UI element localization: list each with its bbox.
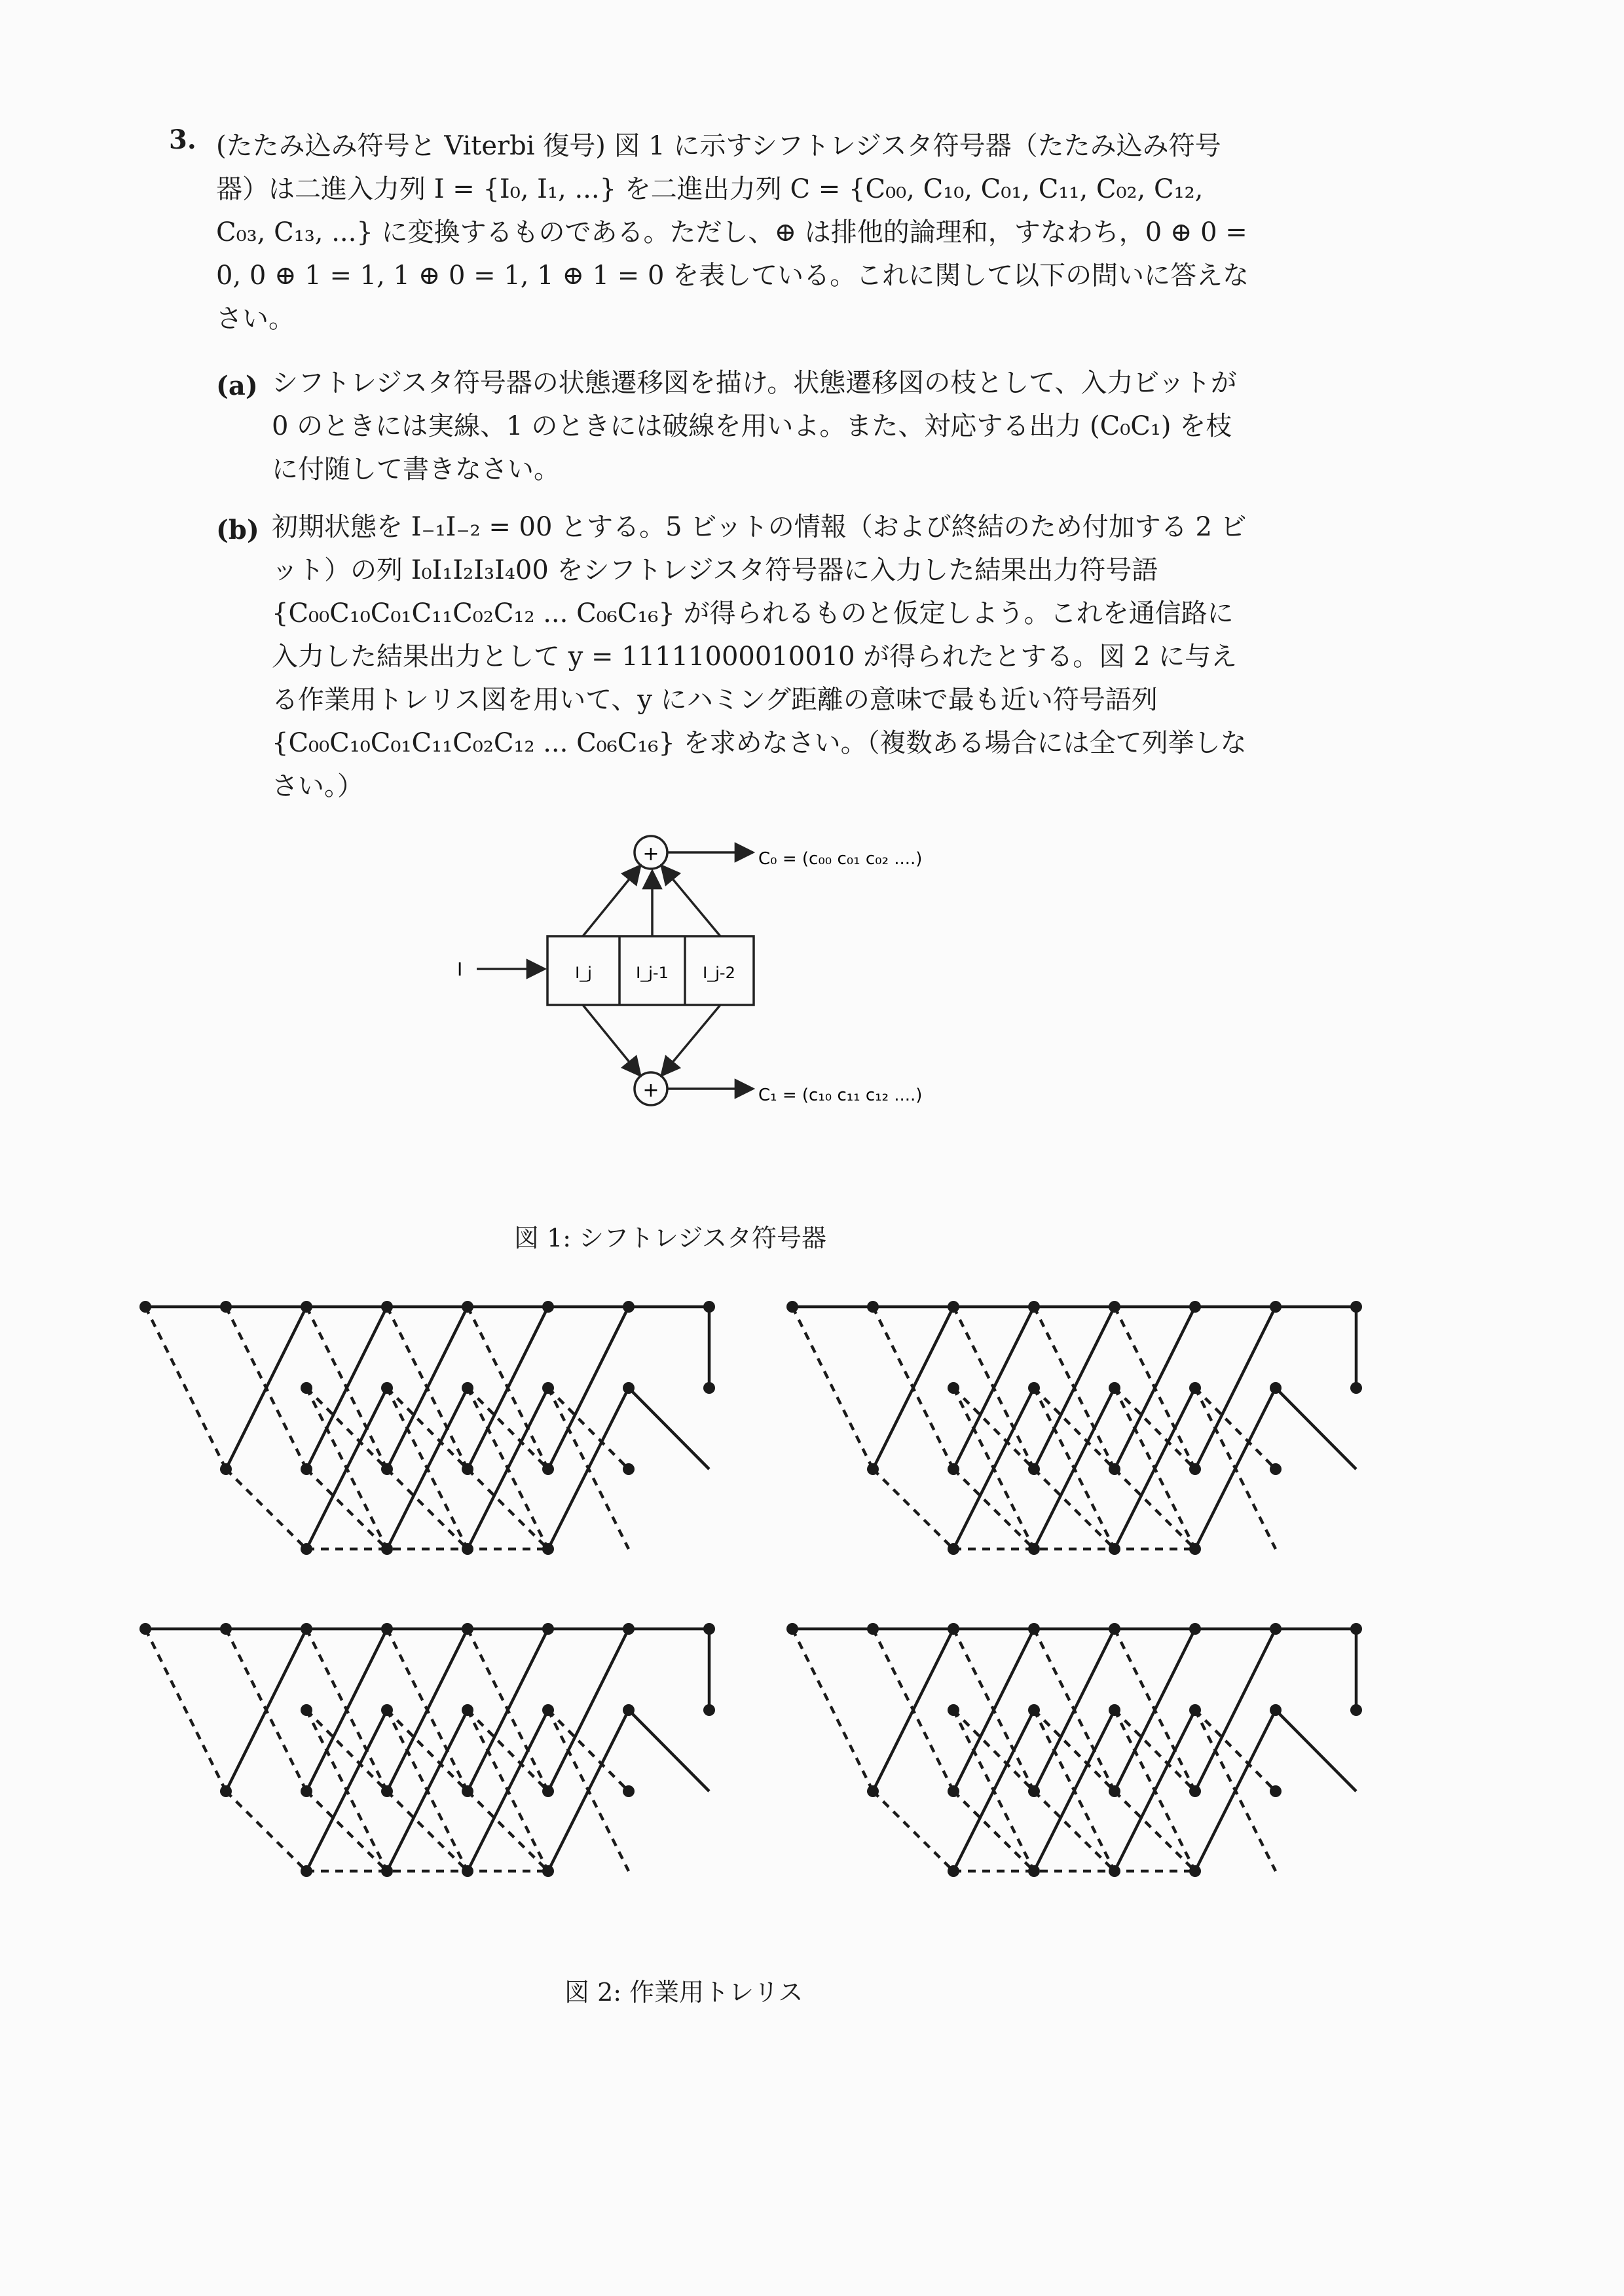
trellis-node <box>1028 1543 1040 1555</box>
trellis-branch-solid <box>1034 1307 1115 1469</box>
trellis-branch-dashed <box>387 1388 468 1469</box>
trellis-node <box>542 1463 554 1475</box>
trellis-branch-solid <box>873 1307 953 1469</box>
trellis-branch-solid <box>226 1307 306 1469</box>
trellis-branch-solid <box>953 1629 1034 1791</box>
trellis-node <box>1028 1785 1040 1797</box>
trellis-branch-dashed <box>792 1629 873 1791</box>
trellis-branch-dashed <box>306 1388 387 1469</box>
trellis-node <box>1350 1301 1362 1313</box>
trellis-branch-dashed <box>548 1710 629 1791</box>
trellis-node <box>381 1704 393 1716</box>
trellis-node <box>867 1463 879 1475</box>
trellis-branch-dashed <box>548 1388 629 1469</box>
trellis-node <box>623 1382 635 1394</box>
trellis-node <box>1189 1704 1201 1716</box>
trellis-node <box>301 1623 312 1635</box>
trellis-branch-solid <box>1115 1629 1195 1791</box>
trellis-node <box>301 1543 312 1555</box>
trellis-branch-solid <box>1195 1388 1276 1549</box>
trellis-branch-dashed <box>1115 1388 1195 1469</box>
trellis-branch-dashed <box>145 1629 226 1791</box>
trellis-node <box>623 1623 635 1635</box>
trellis-node <box>867 1785 879 1797</box>
trellis-node <box>542 1382 554 1394</box>
trellis-branch-dashed <box>953 1469 1034 1549</box>
trellis-node <box>381 1463 393 1475</box>
trellis-node <box>1109 1543 1120 1555</box>
trellis-branch-solid <box>1195 1629 1276 1791</box>
trellis-branch-dashed <box>953 1710 1034 1791</box>
trellis-node <box>786 1623 798 1635</box>
trellis-branch-dashed <box>1115 1791 1195 1871</box>
part-a-label: (a) <box>216 371 258 401</box>
trellis-branch-dashed <box>306 1791 387 1871</box>
trellis-node <box>220 1785 232 1797</box>
trellis-node <box>301 1301 312 1313</box>
trellis-branch-dashed <box>873 1469 953 1549</box>
trellis-node <box>1109 1704 1120 1716</box>
trellis-node <box>1109 1463 1120 1475</box>
trellis-node <box>1189 1463 1201 1475</box>
trellis-node <box>220 1623 232 1635</box>
trellis-branch-solid <box>306 1388 387 1549</box>
trellis-node <box>1189 1543 1201 1555</box>
trellis-branch-solid <box>387 1388 468 1549</box>
trellis-node <box>1028 1704 1040 1716</box>
trellis-node <box>948 1463 959 1475</box>
trellis-node <box>1028 1301 1040 1313</box>
trellis-node <box>1028 1463 1040 1475</box>
trellis-node <box>1109 1785 1120 1797</box>
trellis-node <box>948 1865 959 1877</box>
output-c0: C₀ = (c₀₀ c₀₁ c₀₂ ....) <box>758 849 923 869</box>
trellis-node <box>1189 1301 1201 1313</box>
trellis-node <box>1270 1463 1282 1475</box>
trellis-branch-dashed <box>226 1791 306 1871</box>
trellis-node <box>1270 1704 1282 1716</box>
trellis-branch-solid <box>468 1710 548 1871</box>
trellis-node <box>301 1865 312 1877</box>
trellis-branch-solid <box>1276 1388 1356 1469</box>
trellis-branch-dashed <box>387 1710 468 1791</box>
trellis-branch-solid <box>468 1388 548 1549</box>
trellis-branch-solid <box>1195 1307 1276 1469</box>
trellis-node <box>1189 1785 1201 1797</box>
question-intro: (たたみ込み符号と Viterbi 復号) 図 1 に示すシフトレジスタ符号器（たたみ込み符号器）は二進入力列 I = {I₀, I₁, ...} を二進出力列 C = {C₀₀, C₁₀, C₀₁, C₁₁, C₀₂, C₁₂, C₀₃, C₁₃, ...} に変換するものである。ただし、⊕ は排他的論理和，すなわち，0 ⊕ 0 = 0, 0 ⊕ 1 = 1, 1 ⊕ 0 = 1, 1 ⊕ 1 = 0 を表している。これに関して以下の問いに答えなさい。 <box>216 131 1249 334</box>
trellis-branch-dashed <box>1034 1469 1115 1549</box>
trellis-branch-solid <box>953 1307 1034 1469</box>
trellis-node <box>1028 1865 1040 1877</box>
trellis-node <box>462 1704 473 1716</box>
figure-2-caption: 図 2: 作業用トレリス <box>564 1978 803 2007</box>
trellis-node <box>1189 1382 1201 1394</box>
trellis-node <box>1270 1623 1282 1635</box>
trellis-branch-solid <box>548 1388 629 1549</box>
trellis-node <box>1270 1785 1282 1797</box>
trellis-node <box>542 1623 554 1635</box>
trellis-node <box>948 1785 959 1797</box>
trellis-branch-solid <box>1276 1710 1356 1791</box>
trellis-node <box>623 1301 635 1313</box>
trellis-branch-solid <box>1034 1710 1115 1871</box>
trellis-node <box>381 1623 393 1635</box>
trellis-node <box>1189 1865 1201 1877</box>
trellis-node <box>1270 1301 1282 1313</box>
trellis-branch-dashed <box>953 1791 1034 1871</box>
trellis-node <box>1270 1382 1282 1394</box>
trellis-node <box>381 1543 393 1555</box>
trellis-branch-solid <box>1034 1629 1115 1791</box>
trellis-node <box>381 1865 393 1877</box>
trellis-branch-dashed <box>468 1469 548 1549</box>
trellis-node <box>381 1301 393 1313</box>
trellis-node <box>381 1382 393 1394</box>
trellis-node <box>703 1382 715 1394</box>
trellis-node <box>867 1301 879 1313</box>
trellis-node <box>462 1301 473 1313</box>
trellis-node <box>462 1543 473 1555</box>
trellis-branch-dashed <box>1195 1388 1276 1469</box>
trellis-branch-solid <box>548 1629 629 1791</box>
trellis-branch-solid <box>629 1388 709 1469</box>
trellis-branch-solid <box>387 1629 468 1791</box>
question-number: 3. <box>169 124 196 155</box>
trellis-node <box>1350 1704 1362 1716</box>
trellis-branch-dashed <box>468 1791 548 1871</box>
trellis-branch-solid <box>953 1388 1034 1549</box>
trellis-branch-dashed <box>1034 1791 1115 1871</box>
trellis-branch-solid <box>1034 1388 1115 1549</box>
trellis-node <box>139 1301 151 1313</box>
trellis-branch-solid <box>1115 1307 1195 1469</box>
trellis-branch-solid <box>1195 1710 1276 1871</box>
trellis-branch-solid <box>548 1307 629 1469</box>
trellis-node <box>1109 1382 1120 1394</box>
trellis-branch-solid <box>548 1710 629 1871</box>
trellis-branch-dashed <box>468 1388 548 1469</box>
part-a-text: シフトレジスタ符号器の状態遷移図を描け。状態遷移図の枝として、入力ビットが 0 のときには実線、1 のときには破線を用いよ。また、対応する出力 (C₀C₁) を枝に付随して書きなさい。 <box>272 368 1237 484</box>
trellis-node <box>462 1785 473 1797</box>
trellis-branch-solid <box>629 1710 709 1791</box>
trellis-branch-solid <box>226 1629 306 1791</box>
trellis-branch-solid <box>306 1629 387 1791</box>
trellis-node <box>703 1623 715 1635</box>
trellis-node <box>1350 1382 1362 1394</box>
trellis-branch-dashed <box>145 1307 226 1469</box>
trellis-branch-dashed <box>306 1469 387 1549</box>
trellis-node <box>462 1865 473 1877</box>
trellis-branch-dashed <box>1115 1469 1195 1549</box>
trellis-branch-solid <box>387 1710 468 1871</box>
trellis-node <box>220 1301 232 1313</box>
trellis-node <box>1028 1623 1040 1635</box>
trellis-node <box>462 1463 473 1475</box>
trellis-branch-dashed <box>387 1469 468 1549</box>
trellis-node <box>623 1704 635 1716</box>
cell-ij-1: I_j-1 <box>636 964 669 982</box>
trellis-node <box>542 1704 554 1716</box>
trellis-node <box>948 1382 959 1394</box>
trellis-node <box>301 1382 312 1394</box>
trellis-node <box>462 1382 473 1394</box>
trellis-branch-solid <box>387 1307 468 1469</box>
trellis-branch-dashed <box>873 1791 953 1871</box>
trellis-node <box>1189 1623 1201 1635</box>
trellis-branch-dashed <box>1195 1710 1276 1791</box>
trellis-node <box>703 1704 715 1716</box>
trellis-node <box>948 1704 959 1716</box>
trellis-node <box>623 1463 635 1475</box>
trellis-branch-dashed <box>306 1710 387 1791</box>
trellis-node <box>301 1785 312 1797</box>
trellis-node <box>1350 1623 1362 1635</box>
trellis-branch-dashed <box>1115 1710 1195 1791</box>
adder-bottom-symbol: + <box>642 1079 659 1102</box>
trellis-node <box>301 1463 312 1475</box>
trellis-branch-solid <box>306 1710 387 1871</box>
trellis-branch-dashed <box>953 1388 1034 1469</box>
cell-ij: I_j <box>575 964 592 982</box>
output-c1: C₁ = (c₁₀ c₁₁ c₁₂ ....) <box>758 1085 923 1105</box>
trellis-node <box>1028 1382 1040 1394</box>
trellis-node <box>139 1623 151 1635</box>
trellis-node <box>1109 1301 1120 1313</box>
trellis-branch-dashed <box>387 1791 468 1871</box>
trellis-branch-solid <box>306 1307 387 1469</box>
trellis-node <box>462 1623 473 1635</box>
trellis-node <box>1109 1623 1120 1635</box>
part-b-text: 初期状態を I₋₁I₋₂ = 00 とする。5 ビットの情報（および終結のため付加する 2 ビット）の列 I₀I₁I₂I₃I₄00 をシフトレジスタ符号器に入力した結果出力符号語 {C₀₀C₁₀C₀₁C₁₁C₀₂C₁₂ ... C₀₆C₁₆} が得られるものと仮定しよう。これを通信路に入力した結果出力として y = 11111000010010 が得られたとする。図 2 に与える作業用トレリス図を用いて、y にハミング距離の意味で最も近い符号語列 {C₀₀C₁₀C₀₁C₁₁C₀₂C₁₂ ... C₀₆C₁₆} を求めなさい。（複数ある場合には全て列挙しなさい。） <box>272 512 1247 801</box>
trellis-branch-solid <box>953 1710 1034 1871</box>
trellis-branch-solid <box>1115 1388 1195 1549</box>
trellis-node <box>867 1623 879 1635</box>
adder-top-symbol: + <box>642 843 659 866</box>
trellis-branch-solid <box>468 1307 548 1469</box>
trellis-branch-dashed <box>468 1710 548 1791</box>
trellis-branch-solid <box>468 1629 548 1791</box>
trellis-node <box>542 1785 554 1797</box>
input-label: I <box>457 958 463 980</box>
trellis-node <box>623 1785 635 1797</box>
part-b-label: (b) <box>216 515 259 545</box>
trellis-branch-dashed <box>226 1469 306 1549</box>
trellis-node <box>786 1301 798 1313</box>
trellis-branch-dashed <box>1034 1710 1115 1791</box>
trellis-node <box>301 1704 312 1716</box>
trellis-node <box>948 1623 959 1635</box>
trellis-branch-solid <box>873 1629 953 1791</box>
trellis-branch-dashed <box>792 1307 873 1469</box>
trellis-node <box>381 1785 393 1797</box>
trellis-node <box>542 1543 554 1555</box>
trellis-node <box>1109 1865 1120 1877</box>
trellis-node <box>703 1301 715 1313</box>
trellis-node <box>542 1301 554 1313</box>
trellis-node <box>948 1301 959 1313</box>
trellis-branch-solid <box>1115 1710 1195 1871</box>
trellis-branch-dashed <box>1034 1388 1115 1469</box>
trellis-node <box>948 1543 959 1555</box>
trellis-node <box>220 1463 232 1475</box>
figure-1-caption: 図 1: シフトレジスタ符号器 <box>514 1224 827 1252</box>
cell-ij-2: I_j-2 <box>703 964 735 982</box>
trellis-node <box>542 1865 554 1877</box>
